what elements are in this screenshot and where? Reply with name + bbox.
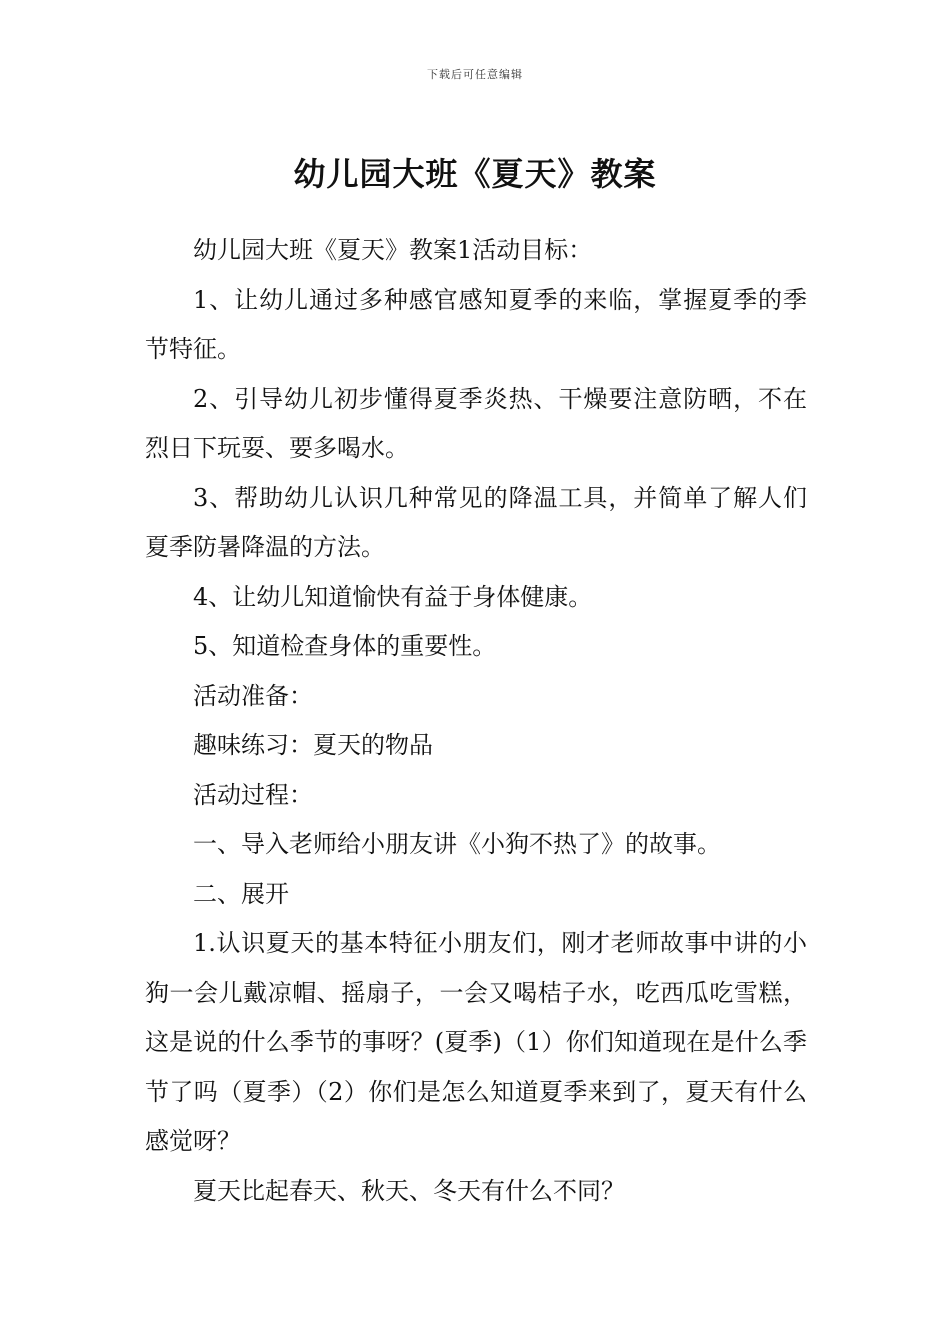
document-body <box>145 226 807 1216</box>
paragraph-goal-1: 1、让幼儿通过多种感官感知夏季的来临，掌握夏季的季节特征。 <box>145 285 807 363</box>
paragraph-goal-4: 4、让幼儿知道愉快有益于身体健康。 <box>193 582 593 611</box>
paragraph-step-2-detail: 1.认识夏天的基本特征小朋友们，刚才老师故事中讲的小狗一会儿戴凉帽、摇扇子，一会又喝桔子水，吃西瓜吃雪糕，这是说的什么季节的事呀？(夏季)（1）你们知道现在是什么季节了吗（夏季）（2）你们是怎么知道夏季来到了，夏天有什么感觉呀？ <box>145 929 807 1155</box>
paragraph-process-heading: 活动过程： <box>193 780 313 809</box>
paragraph-step-2: 二、展开 <box>193 879 289 908</box>
document-title: 幼儿园大班《夏天》教案 <box>293 155 657 194</box>
paragraph-step-2-question: 夏天比起春天、秋天、冬天有什么不同？ <box>193 1176 625 1205</box>
paragraph-goal-2: 2、引导幼儿初步懂得夏季炎热、干燥要注意防晒，不在烈日下玩耍、要多喝水。 <box>145 384 807 462</box>
paragraph-intro: 幼儿园大班《夏天》教案1活动目标： <box>193 236 593 264</box>
paragraph-preparation-heading: 活动准备： <box>193 681 313 710</box>
paragraph-step-1: 一、导入老师给小朋友讲《小狗不热了》的故事。 <box>193 830 721 858</box>
paragraph-preparation: 趣味练习：夏天的物品 <box>193 731 433 759</box>
header-note: 下载后可任意编辑 <box>427 68 523 81</box>
paragraph-goal-3: 3、帮助幼儿认识几种常见的降温工具，并简单了解人们夏季防暑降温的方法。 <box>145 483 807 561</box>
paragraph-goal-5: 5、知道检查身体的重要性。 <box>193 632 497 660</box>
